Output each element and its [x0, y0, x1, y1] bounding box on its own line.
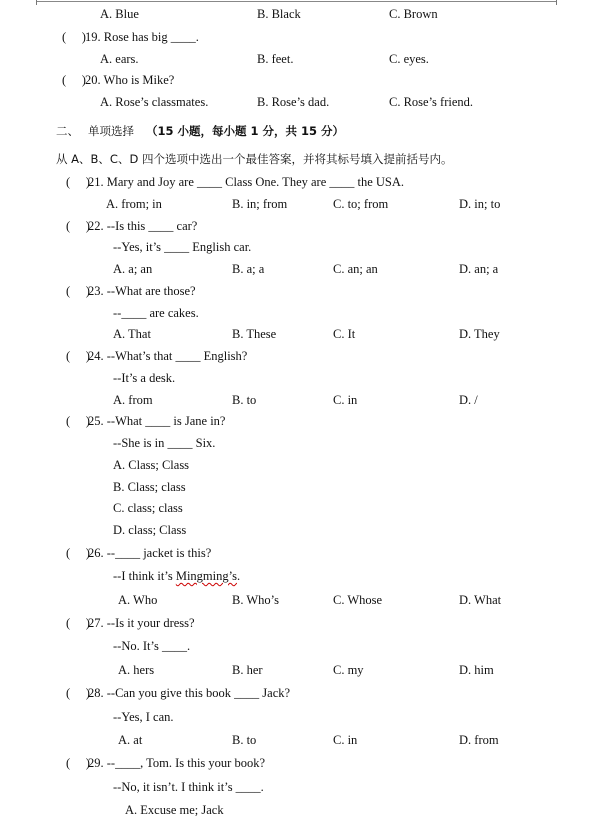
q22-response: --Yes, it’s ____ English car.: [113, 240, 252, 254]
q21-answer-paren: ( ): [66, 175, 90, 189]
q24-option-a: A. from: [113, 393, 153, 407]
q27-option-c: C. my: [333, 663, 364, 677]
q26-option-a: A. Who: [118, 593, 158, 607]
q18-option-c: C. Brown: [389, 7, 438, 21]
q29-response: --No, it isn’t. I think it’s ____.: [113, 780, 264, 794]
q24-option-c: C. in: [333, 393, 358, 407]
q19-answer-paren: ( ): [62, 30, 86, 44]
q27-option-b: B. her: [232, 663, 263, 677]
q27-option-a: A. hers: [118, 663, 155, 677]
q21-option-c: C. to; from: [333, 197, 389, 211]
q22-answer-paren: ( ): [66, 219, 90, 233]
q25-option-a: A. Class; Class: [113, 458, 190, 472]
q24-answer-paren: ( ): [66, 349, 90, 363]
q25-answer-paren: ( ): [66, 414, 90, 428]
q18-option-b: B. Black: [257, 7, 301, 21]
q21-option-a: A. from; in: [106, 197, 162, 211]
q19-option-c: C. eyes.: [389, 52, 429, 66]
q28-response: --Yes, I can.: [113, 710, 174, 724]
section-instruction: 从 A、B、C、D 四个选项中选出一个最佳答案，并将其标号填入提前括号内。: [56, 152, 453, 166]
q28-option-d: D. from: [459, 733, 499, 747]
q24-option-b: B. to: [232, 393, 257, 407]
q27-response: --No. It’s ____.: [113, 639, 191, 653]
q26-option-d: D. What: [459, 593, 502, 607]
q24-response: --It’s a desk.: [113, 371, 176, 385]
margin-corner-left: [36, 0, 37, 5]
q21-option-d: D. in; to: [459, 197, 501, 211]
q23-option-b: B. These: [232, 327, 277, 341]
margin-corner-right: [556, 0, 557, 5]
q28-option-b: B. to: [232, 733, 257, 747]
q26-option-c: C. Whose: [333, 593, 383, 607]
q21-option-b: B. in; from: [232, 197, 288, 211]
q26-response-start: --I think it’s: [113, 569, 176, 583]
q26-response: [113, 569, 240, 584]
q22-option-a: A. a; an: [113, 262, 153, 276]
q25-response: --She is in ____ Six.: [113, 436, 216, 450]
q21-stem: 21. Mary and Joy are ____ Class One. They are ____ the USA.: [88, 175, 405, 189]
q22-option-b: B. a; a: [232, 262, 265, 276]
q18-option-a: A. Blue: [100, 7, 139, 21]
q25-option-d: D. class; Class: [113, 523, 187, 537]
q29-answer-paren: ( ): [66, 756, 90, 770]
q25-option-c: C. class; class: [113, 501, 183, 515]
q25-stem: 25. --What ____ is Jane in?: [88, 414, 226, 428]
q26-stem: 26. --____ jacket is this?: [88, 546, 212, 560]
q29-stem: 29. --____, Tom. Is this your book?: [88, 756, 266, 770]
q28-option-a: A. at: [118, 733, 143, 747]
q28-stem: 28. --Can you give this book ____ Jack?: [88, 686, 291, 700]
q27-answer-paren: ( ): [66, 616, 90, 630]
q28-option-c: C. in: [333, 733, 358, 747]
header-rule: [36, 1, 556, 2]
q26-response-end: .: [236, 569, 241, 583]
q26-answer-paren: ( ): [66, 546, 90, 560]
q20-option-c: C. Rose’s friend.: [389, 95, 474, 109]
q20-option-b: B. Rose’s dad.: [257, 95, 330, 109]
q22-stem: 22. --Is this ____ car?: [88, 219, 198, 233]
q19-option-b: B. feet.: [257, 52, 294, 66]
q19-option-a: A. ears.: [100, 52, 139, 66]
q27-stem: 27. --Is it your dress?: [88, 616, 195, 630]
q23-option-a: A. That: [113, 327, 151, 341]
q24-option-d: D. /: [459, 393, 478, 407]
q24-stem: 24. --What’s that ____ English?: [88, 349, 248, 363]
q22-option-c: C. an; an: [333, 262, 378, 276]
q25-option-b: B. Class; class: [113, 480, 186, 494]
q28-answer-paren: ( ): [66, 686, 90, 700]
q26-option-b: B. Who’s: [232, 593, 279, 607]
q22-option-d: D. an; a: [459, 262, 499, 276]
q23-response: --____ are cakes.: [113, 306, 199, 320]
q23-answer-paren: ( ): [66, 284, 90, 298]
q20-stem: 20. Who is Mike?: [85, 73, 175, 87]
q19-stem: 19. Rose has big ____.: [85, 30, 199, 44]
q26-spellcheck-word: Mingming’s: [175, 569, 237, 583]
section-number: 二、: [56, 124, 79, 138]
q23-stem: 23. --What are those?: [88, 284, 196, 298]
q20-option-a: A. Rose’s classmates.: [100, 95, 209, 109]
q27-option-d: D. him: [459, 663, 494, 677]
q23-option-c: C. It: [333, 327, 356, 341]
section-title: 单项选择: [88, 124, 134, 138]
q20-answer-paren: ( ): [62, 73, 86, 87]
q23-option-d: D. They: [459, 327, 500, 341]
q29-option-a: A. Excuse me; Jack: [125, 803, 224, 817]
section-scoring-note: （15 小题，每小题 1 分，共 15 分）: [146, 124, 345, 138]
